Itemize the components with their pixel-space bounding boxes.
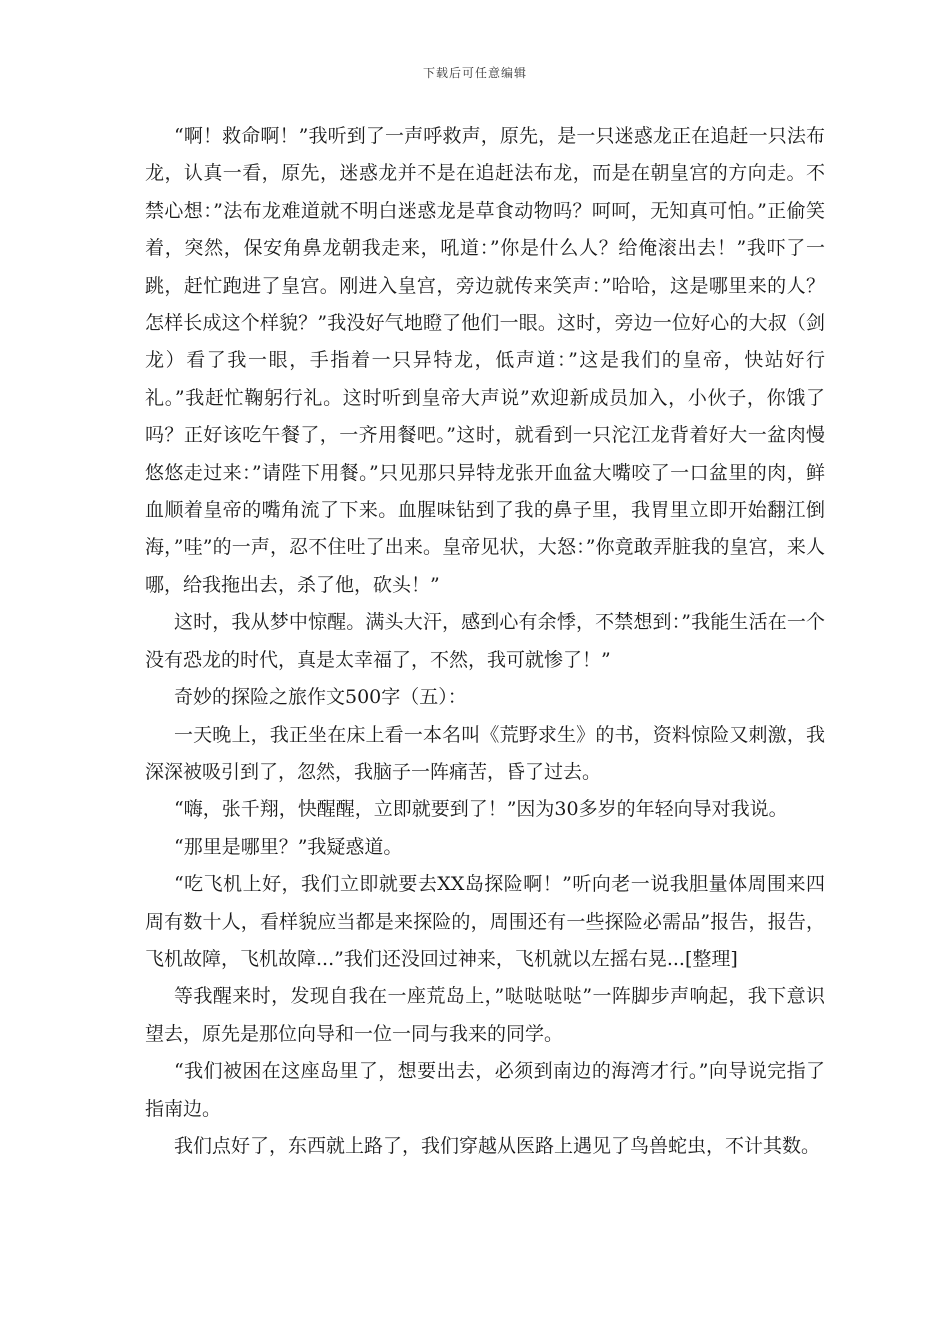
paragraph-8: “我们被困在这座岛里了，想要出去，必须到南边的海湾才行。”向导说完指了指南边。 [145,1060,825,1120]
paragraph-9: 我们点好了，东西就上路了，我们穿越从医路上遇见了鸟兽蛇虫，不计其数。 [174,1134,821,1157]
paragraph-5: “那里是哪里？”我疑惑道。 [174,835,403,858]
page-header: 下载后可任意编辑 [422,66,527,80]
paragraph-6: “吃飞机上好，我们立即就要去XX岛探险啊！”听向老一说我胆量体周围来四周有数十人，看样貌应当都是来探险的，周围还有一些探险必需品”报告，报告，飞机故障，飞机故障...”我们还没回过神来，飞机就以左摇右晃...[整理] [145,873,825,970]
paragraph-4: “嗨，张千翔，快醒醒，立即就要到了！”因为30多岁的年轻向导对我说。 [174,798,788,821]
paragraph-2: 这时，我从梦中惊醒。满头大汗，感到心有余悸，不禁想到：”我能生活在一个没有恐龙的时代，真是太幸福了，不然，我可就惨了！” [145,611,825,671]
paragraph-3: 一天晚上，我正坐在床上看一本名叫《荒野求生》的书，资料惊险又刺激，我深深被吸引到了，忽然，我脑子一阵痛苦，昏了过去。 [145,723,825,783]
document-body [145,118,825,1165]
essay-title: 奇妙的探险之旅作文500字（五）： [174,686,467,709]
paragraph-1: “啊！救命啊！”我听到了一声呼救声，原先，是一只迷惑龙正在追赶一只法布龙，认真一看，原先，迷惑龙并不是在追赶法布龙，而是在朝皇宫的方向走。不禁心想：”法布龙难道就不明白迷惑龙是草食动物吗？呵呵，无知真可怕。”正偷笑着，突然，保安角鼻龙朝我走来，吼道：”你是什么人？给俺滚出去！”我吓了一跳，赶忙跑进了皇宫。刚进入皇宫，旁边就传来笑声：”哈哈，这是哪里来的人？怎样长成这个样貌？”我没好气地瞪了他们一眼。这时，旁边一位好心的大叔（剑龙）看了我一眼，手指着一只异特龙，低声道：”这是我们的皇帝，快站好行礼。”我赶忙鞠躬行礼。这时听到皇帝大声说”欢迎新成员加入，小伙子，你饿了吗？正好该吃午餐了，一齐用餐吧。”这时，就看到一只沱江龙背着好大一盆肉慢悠悠走过来：”请陛下用餐。”只见那只异特龙张开血盆大嘴咬了一口盆里的肉，鲜血顺着皇帝的嘴角流了下来。血腥味钻到了我的鼻子里，我胃里立即开始翻江倒海，”哇”的一声，忍不住吐了出来。皇帝见状，大怒：”你竟敢弄脏我的皇宫，来人哪，给我拖出去，杀了他，砍头！” [145,125,825,596]
paragraph-7: 等我醒来时，发现自我在一座荒岛上，”哒哒哒哒”一阵脚步声响起，我下意识望去，原先是那位向导和一位一同与我来的同学。 [145,985,825,1045]
